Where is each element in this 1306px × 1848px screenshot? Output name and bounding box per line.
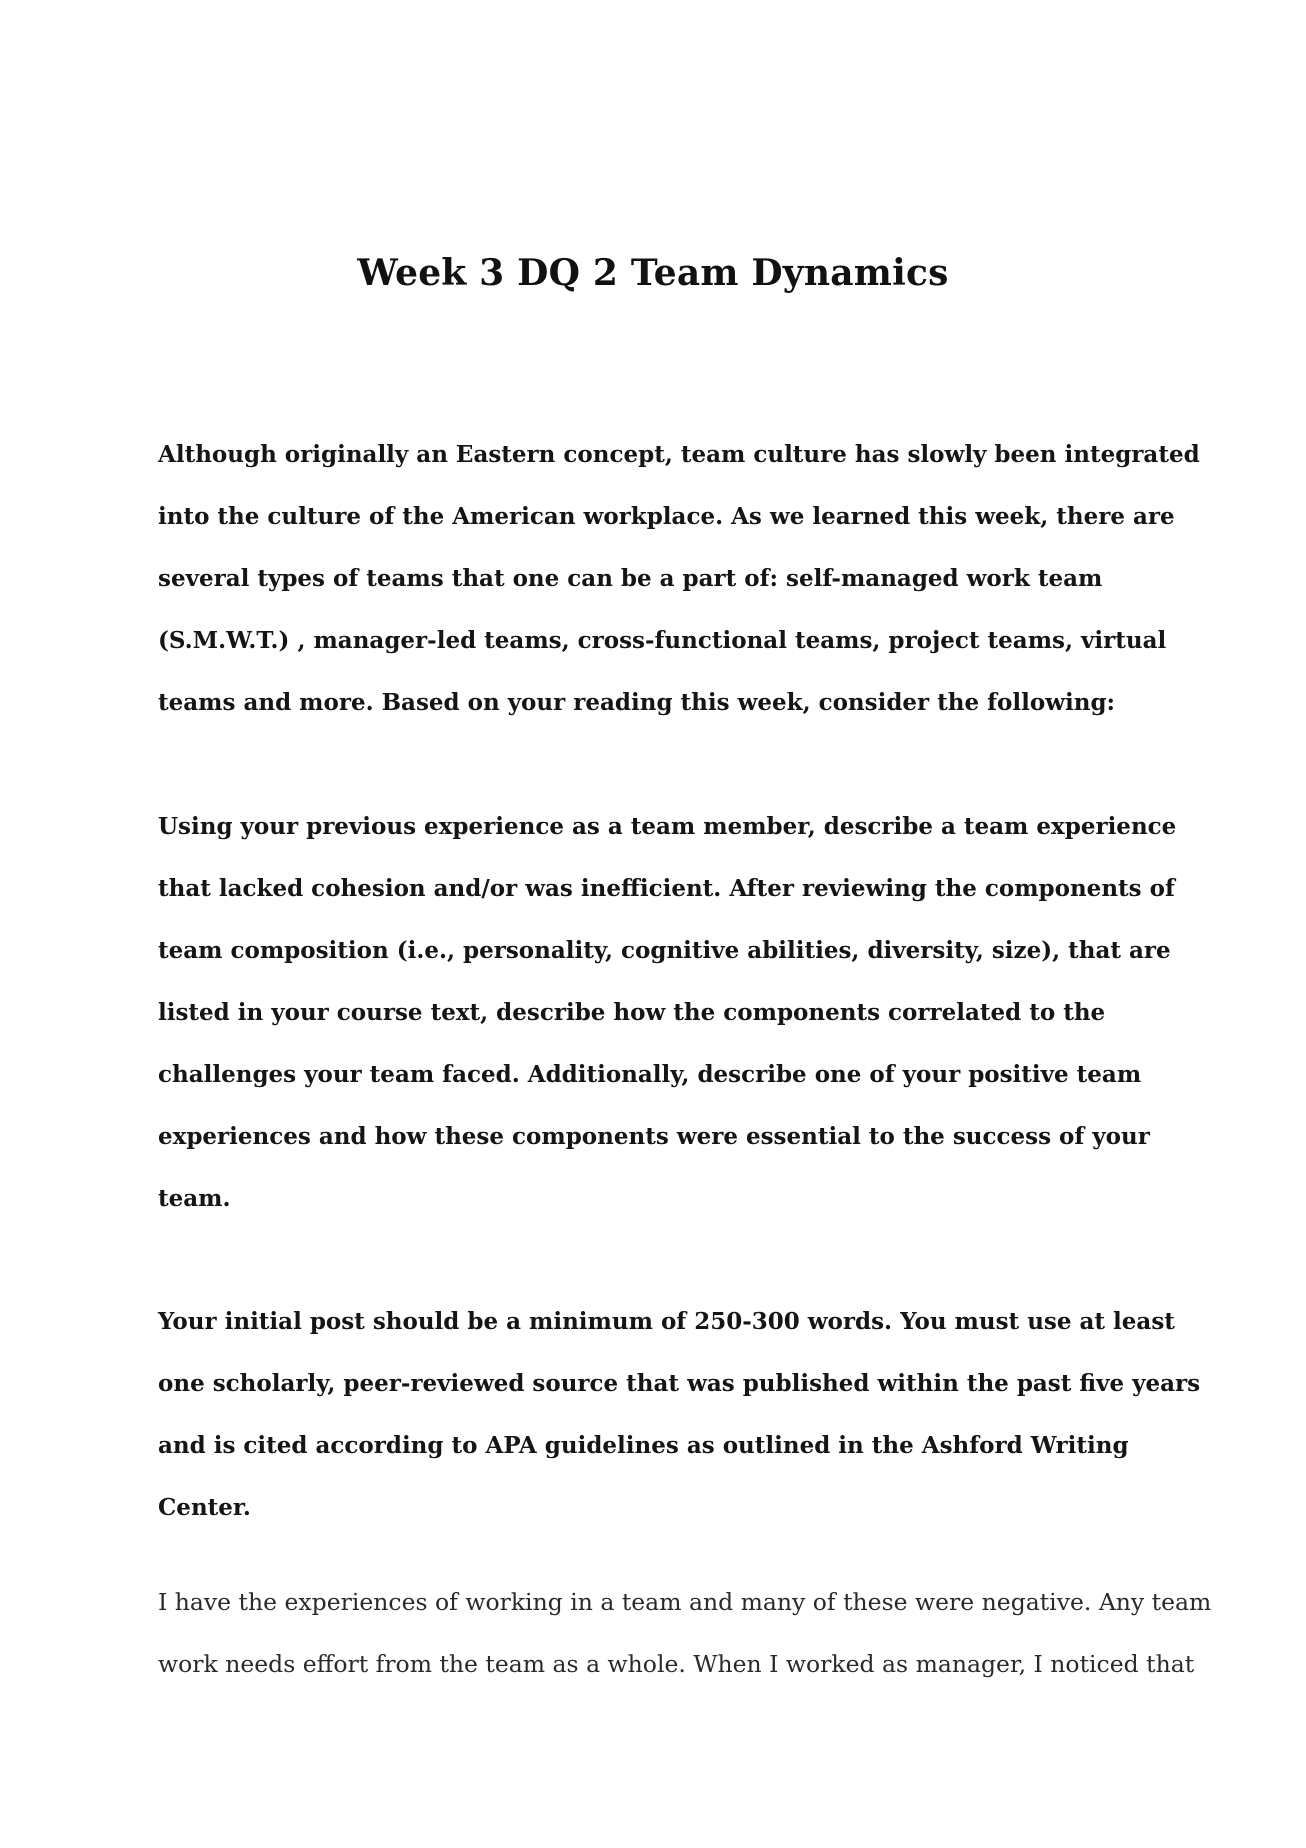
text-line: Using your previous experience as a team member, describe a team experience [158,813,1177,840]
text-line: Center. [158,1494,251,1521]
text-line: Your initial post should be a minimum of 250-300 words. You must use at least [158,1308,1175,1335]
text-line: I have the experiences of working in a team and many of these were negative. Any team [158,1588,1212,1616]
text-line: Although originally an Eastern concept, team culture has slowly been integrated [158,441,1200,468]
paragraph-requirements [158,1291,1201,1539]
text-line: work needs effort from the team as a whole. When I worked as manager, I noticed that [158,1650,1195,1678]
text-line: challenges your team faced. Additionally, describe one of your positive team [158,1061,1142,1088]
paragraph-response [158,1571,1212,1695]
text-line: teams and more. Based on your reading this week, consider the following: [158,689,1116,716]
text-line: (S.M.W.T.) , manager-led teams, cross-functional teams, project teams, virtual [158,627,1167,654]
text-line: that lacked cohesion and/or was inefficient. After reviewing the components of [158,875,1175,902]
text-line: and is cited according to APA guidelines as outlined in the Ashford Writing [158,1432,1129,1459]
text-line: listed in your course text, describe how the components correlated to the [158,999,1106,1026]
document-title: Week 3 DQ 2 Team Dynamics [357,252,949,294]
text-line: team composition (i.e., personality, cognitive abilities, diversity, size), that are [158,937,1171,964]
text-line: team. [158,1185,231,1212]
text-line: one scholarly, peer-reviewed source that was published within the past five years [158,1370,1201,1397]
text-line: several types of teams that one can be a part of: self-managed work team [158,565,1103,592]
text-line: experiences and how these components were essential to the success of your [158,1123,1150,1150]
text-line: into the culture of the American workplace. As we learned this week, there are [158,503,1175,530]
paragraph-prompt [158,796,1177,1230]
paragraph-intro [158,424,1200,734]
